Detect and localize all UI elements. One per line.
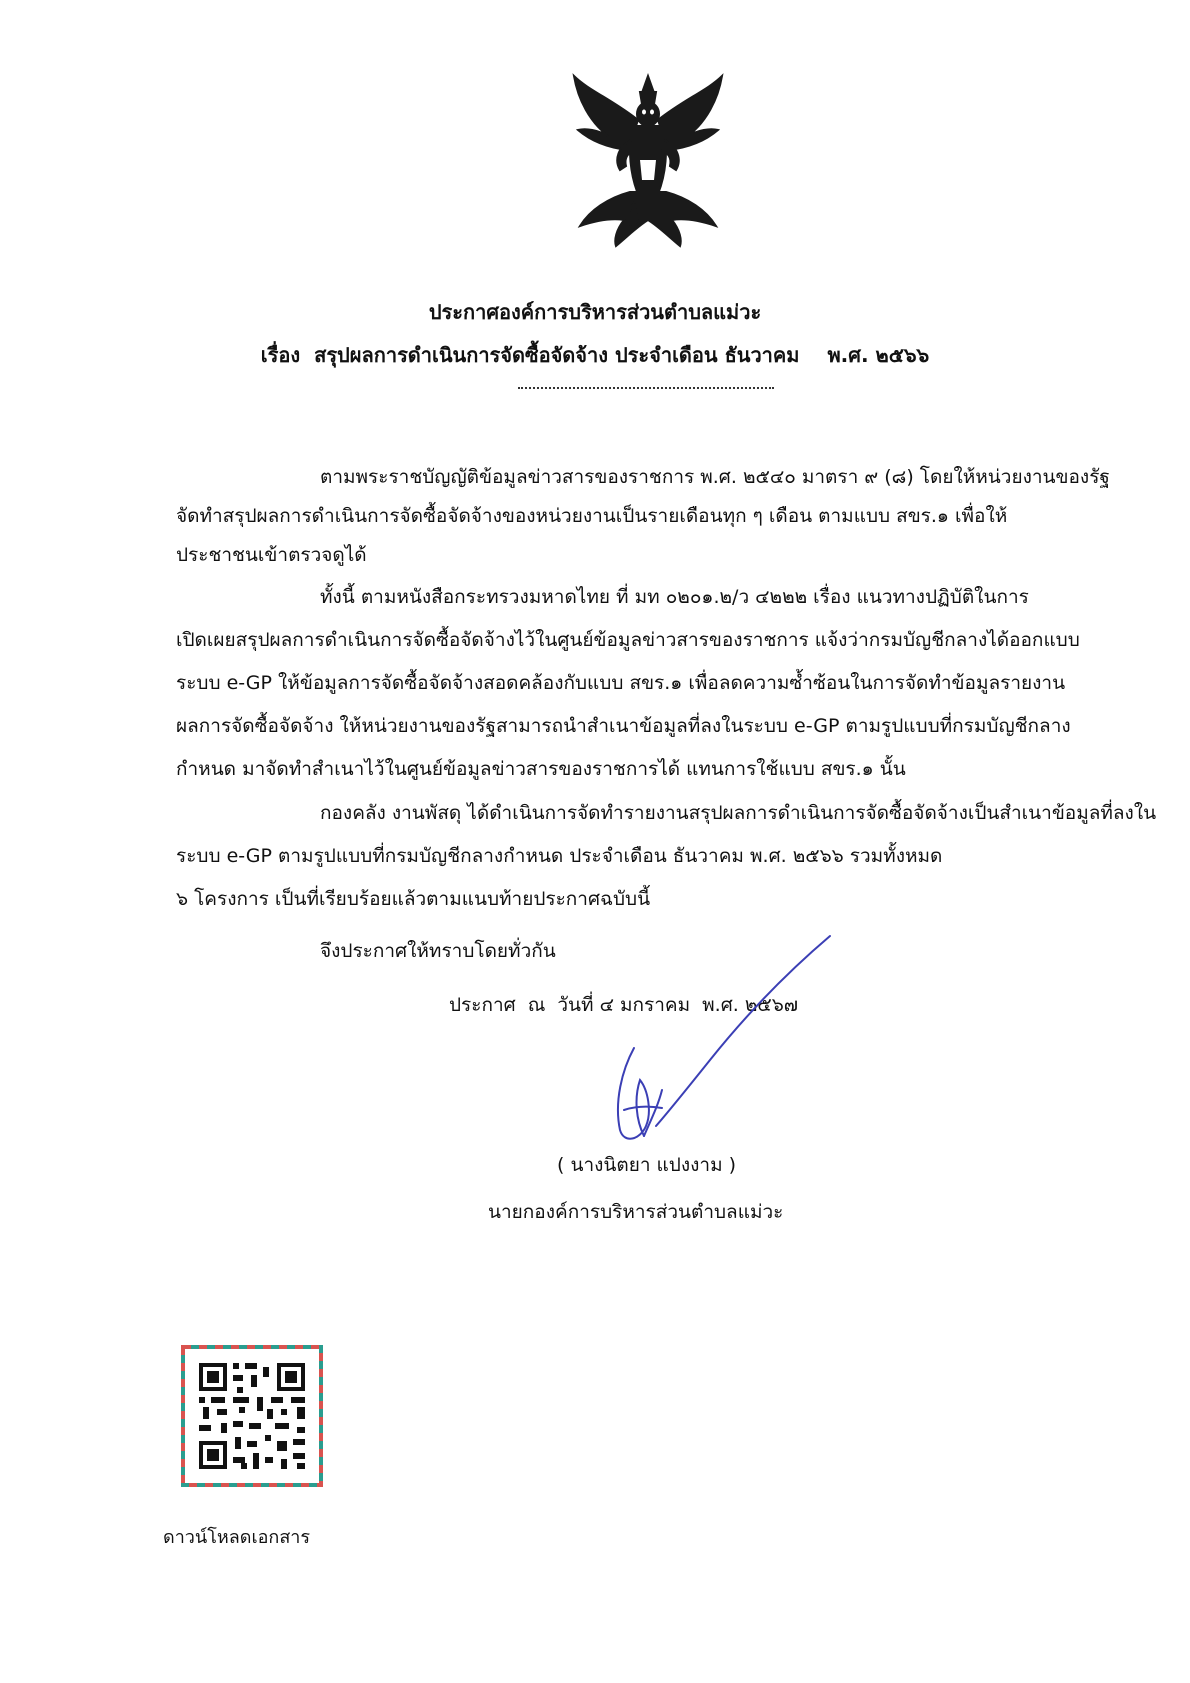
subject-year: พ.ศ. ๒๕๖๖ [827,343,930,367]
date-label: ประกาศ [449,994,516,1016]
paragraph-line: ตามพระราชบัญญัติข้อมูลข่าวสารของราชการ พ.ศ. ๒๕๔๐ มาตรา ๙ (๘) โดยให้หน่วยงานของรัฐ [320,466,1110,488]
download-caption[interactable]: ดาวน์โหลดเอกสาร [163,1527,311,1548]
subject-text: สรุปผลการดำเนินการจัดซื้อจัดจ้าง ประจำเดือน ธันวาคม [314,343,800,367]
paragraph-line: กำหนด มาจัดทำสำเนาไว้ในศูนย์ข้อมูลข่าวสารของราชการได้ แทนการใช้แบบ สขร.๑ นั้น [176,758,906,780]
paragraph-line: ผลการจัดซื้อจัดจ้าง ให้หน่วยงานของรัฐสามารถนำสำเนาข้อมูลที่ลงในระบบ e-GP ตามรูปแบบที่กรมบัญชีกลาง [176,715,1071,737]
paragraph-line: ระบบ e-GP ตามรูปแบบที่กรมบัญชีกลางกำหนด ประจำเดือน ธันวาคม พ.ศ. ๒๕๖๖ รวมทั้งหมด [176,845,943,867]
paragraph-line: ประชาชนเข้าตรวจดูได้ [176,544,367,566]
title-divider [518,387,774,389]
date-year: พ.ศ. ๒๕๖๗ [702,994,799,1016]
garuda-emblem-icon [568,70,728,250]
paragraph-line: ระบบ e-GP ให้ข้อมูลการจัดซื้อจัดจ้างสอดคล้องกับแบบ สขร.๑ เพื่อลดความซ้ำซ้อนในการจัดทำข้อมูลรายงาน [176,672,1066,694]
paragraph-line: จัดทำสรุปผลการดำเนินการจัดซื้อจัดจ้างของหน่วยงานเป็นรายเดือนทุก ๆ เดือน ตามแบบ สขร.๑ เพื่อให้ [176,505,1008,527]
paragraph-line: กองคลัง งานพัสดุ ได้ดำเนินการจัดทำรายงานสรุปผลการดำเนินการจัดซื้อจัดจ้างเป็นสำเนาข้อมูลที่ลงใน [320,802,1157,824]
subject-label: เรื่อง [260,343,301,367]
date-day: วันที่ ๔ มกราคม [557,994,691,1016]
date-at: ณ [527,994,546,1016]
qr-code-icon [181,1345,323,1487]
download-qr-code[interactable] [181,1345,323,1487]
closing-statement: จึงประกาศให้ทราบโดยทั่วกัน [320,940,556,962]
paragraph-line: ๖ โครงการ เป็นที่เรียบร้อยแล้วตามแนบท้ายประกาศฉบับนี้ [176,888,651,910]
signatory-name: ( นางนิตยา แปงงาม ) [557,1154,737,1176]
signature-icon [600,930,840,1170]
signatory-position: นายกองค์การบริหารส่วนตำบลแม่วะ [488,1201,784,1223]
paragraph-line: เปิดเผยสรุปผลการดำเนินการจัดซื้อจัดจ้างไว้ในศูนย์ข้อมูลข่าวสารของราชการ แจ้งว่ากรมบัญชีกลางได้ออกแบบ [176,629,1080,651]
paragraph-line: ทั้งนี้ ตามหนังสือกระทรวงมหาดไทย ที่ มท ๐๒๐๑.๒/ว ๔๒๒๒ เรื่อง แนวทางปฏิบัติในการ [320,586,1029,608]
document-title: ประกาศองค์การบริหารส่วนตำบลแม่วะ [428,300,762,324]
document-subject-line [0,339,1190,371]
